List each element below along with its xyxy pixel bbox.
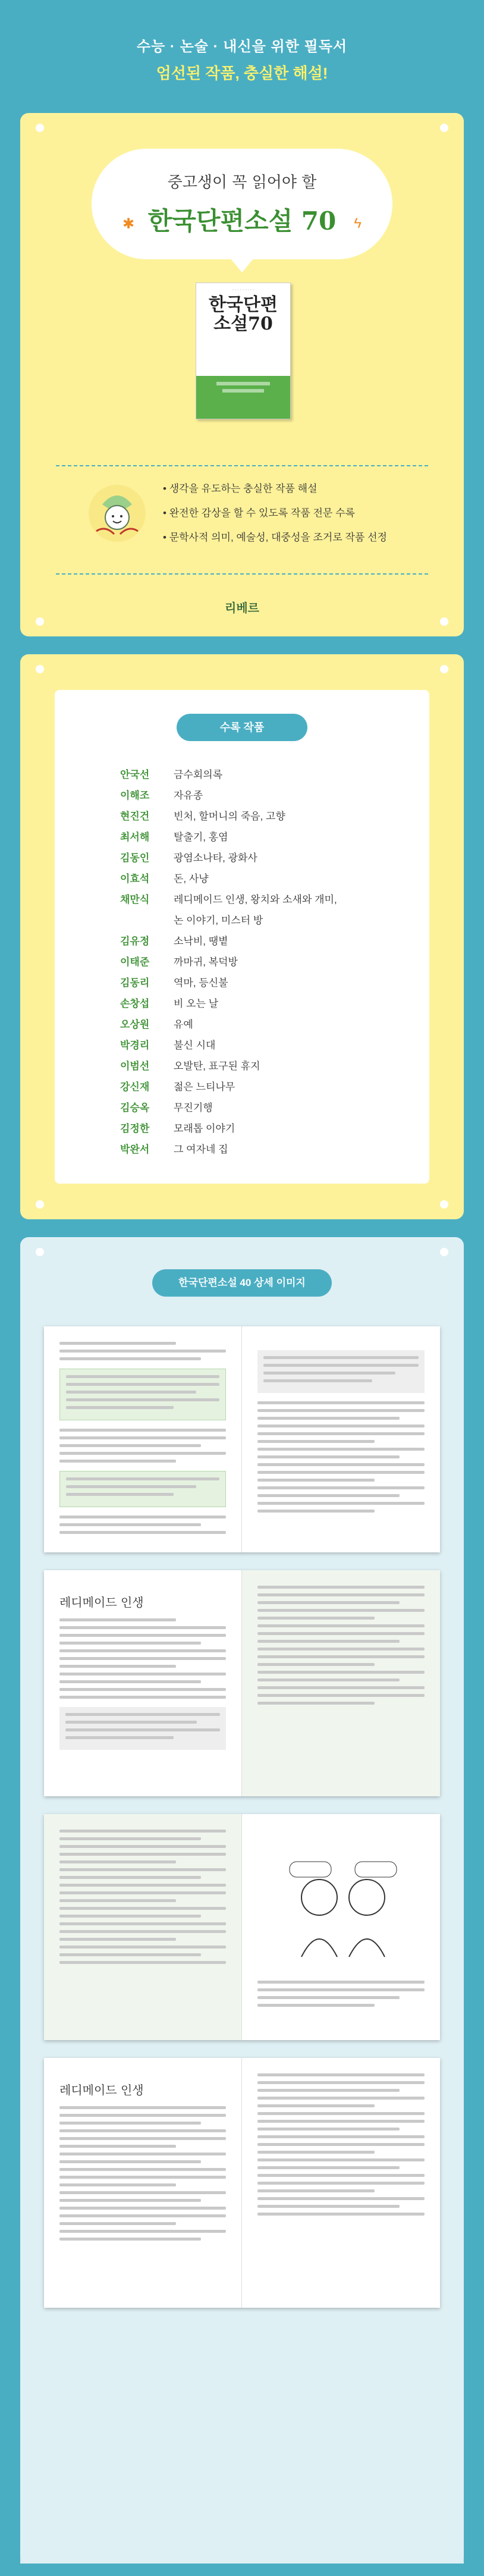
work-titles: 까마귀, 복덕방: [174, 956, 238, 968]
work-row: [120, 914, 435, 927]
work-author: 오상원: [120, 1019, 150, 1030]
promo-subtitle: 중고생이 꼭 읽어야 할: [167, 174, 317, 192]
binder-hole: [440, 1248, 448, 1256]
work-author: 박완서: [120, 1144, 150, 1155]
work-author: 김동인: [120, 852, 150, 864]
work-row: [120, 1122, 435, 1135]
book-page: [242, 1570, 440, 1796]
binder-hole: [440, 124, 448, 132]
work-author: 이범선: [120, 1060, 150, 1072]
work-titles: 빈처, 할머니의 죽음, 고향: [174, 811, 285, 822]
band-line: [216, 382, 270, 385]
page-heading: 레디메이드 인생: [59, 1595, 144, 1609]
header-line1: 수능 · 논술 · 내신을 위한 필독서: [136, 39, 348, 55]
dashed-divider: [56, 573, 428, 575]
work-row: [120, 1081, 435, 1094]
work-author: 이해조: [120, 790, 150, 801]
work-row: [120, 873, 435, 886]
work-titles: 비 오는 날: [174, 998, 219, 1009]
feature-item: • 완전한 감상을 할 수 있도록 작품 전문 수록: [163, 504, 387, 519]
work-author: 박경리: [120, 1040, 150, 1051]
fade-overlay: [20, 2516, 464, 2564]
work-titles: 레디메이드 인생, 왕치와 소새와 개미,: [174, 894, 337, 905]
work-row: [120, 1143, 435, 1156]
works-panel: [20, 654, 464, 1219]
book-page: [242, 1814, 440, 2040]
work-titles: 오발탄, 표구된 휴지: [174, 1060, 260, 1072]
work-titles: 자유종: [174, 790, 203, 801]
gray-note-box: [59, 1707, 226, 1750]
work-row: [120, 1060, 435, 1073]
work-author: 안국선: [120, 769, 150, 780]
work-row: [120, 1102, 435, 1115]
work-titles: 돈, 사냥: [174, 873, 209, 884]
people-illustration-icon: [278, 1850, 408, 1969]
work-row: [120, 893, 435, 906]
lightning-icon: ϟ: [354, 215, 362, 231]
work-author: 채만식: [120, 894, 150, 905]
promo-panel: [20, 113, 464, 636]
feature-item: • 문학사적 의미, 예술성, 대중성을 조거로 작품 선정: [163, 529, 387, 544]
work-titles: 소낙비, 땡볕: [174, 936, 228, 947]
works-list: [120, 768, 435, 1164]
work-titles: 유예: [174, 1019, 193, 1030]
top-header: [0, 0, 484, 101]
dashed-divider: [56, 465, 428, 466]
work-author: 김유정: [120, 936, 150, 947]
book-cover-top: · · · · · · · · ·: [232, 288, 254, 292]
book-page: [44, 2058, 242, 2308]
page-spread: [44, 1570, 440, 1796]
flower-illustration-icon: [84, 481, 150, 546]
promo-title: 한국단편소설 70: [147, 206, 337, 236]
binder-hole: [36, 1248, 44, 1256]
work-author: 김동리: [120, 977, 150, 989]
work-author: 이태준: [120, 956, 150, 968]
work-row: [120, 956, 435, 969]
page-spread: [44, 1326, 440, 1552]
publisher-logo: 리베르: [225, 601, 259, 615]
work-row: [120, 977, 435, 990]
book-cover-title: [196, 296, 290, 334]
work-author: 최서해: [120, 832, 150, 843]
work-row: [120, 768, 435, 782]
work-row: [120, 789, 435, 802]
book-page: [44, 1326, 242, 1552]
detail-panel: [20, 1237, 464, 2564]
work-titles: 젊은 느티나무: [174, 1081, 235, 1093]
work-titles: 그 여자네 집: [174, 1144, 228, 1155]
work-titles: 무진기행: [174, 1102, 213, 1113]
work-author: [120, 914, 174, 927]
work-titles: 불신 시대: [174, 1040, 216, 1051]
binder-hole: [440, 617, 448, 626]
work-row: [120, 1039, 435, 1052]
green-note-box: [59, 1471, 226, 1507]
book-cover-title-text: 한국단편소설70: [209, 294, 278, 334]
page-spread: [44, 1814, 440, 2040]
book-page: [44, 1570, 242, 1796]
work-row: [120, 997, 435, 1011]
work-author: 손창섭: [120, 998, 150, 1009]
header-line2: 엄선된 작품, 충실한 해설!: [156, 64, 328, 82]
work-author: 이효석: [120, 873, 150, 884]
work-titles: 논 이야기, 미스터 방: [174, 915, 263, 926]
work-author: 강신재: [120, 1081, 150, 1093]
work-row: [120, 810, 435, 823]
work-titles: 탈출기, 홍염: [174, 832, 228, 843]
binder-hole: [36, 124, 44, 132]
work-row: [120, 852, 435, 865]
work-titles: 광염소나타, 광화사: [174, 852, 257, 864]
work-row: [120, 935, 435, 948]
page-spread: [44, 2058, 440, 2308]
book-cover-band: [196, 376, 290, 419]
green-note-box: [59, 1369, 226, 1420]
speech-bubble: [92, 149, 392, 259]
work-row: [120, 1018, 435, 1031]
works-title: 수록 작품: [177, 714, 307, 741]
book-page: [242, 1326, 440, 1552]
band-line: [222, 389, 264, 393]
work-author: 김승옥: [120, 1102, 150, 1113]
work-row: [120, 831, 435, 844]
feature-list: [163, 480, 387, 553]
page-heading: 레디메이드 인생: [59, 2083, 144, 2097]
book-page: [242, 2058, 440, 2308]
detail-title: 한국단편소설 40 상세 이미지: [152, 1269, 332, 1297]
feature-item: • 생각을 유도하는 충실한 작품 해설: [163, 480, 387, 495]
book-page: [44, 1814, 242, 2040]
work-author: 김정한: [120, 1123, 150, 1134]
work-titles: 모래톱 이야기: [174, 1123, 235, 1134]
binder-hole: [36, 617, 44, 626]
sparkle-icon: ✱: [122, 216, 135, 232]
gray-note-box: [257, 1350, 425, 1393]
binder-hole: [440, 1200, 448, 1209]
works-card: [55, 690, 429, 1184]
book-cover: [196, 283, 291, 419]
work-author: 현진건: [120, 811, 150, 822]
binder-hole: [440, 665, 448, 673]
binder-hole: [36, 1200, 44, 1209]
work-titles: 역마, 등신불: [174, 977, 228, 989]
work-titles: 금수회의록: [174, 769, 223, 780]
binder-hole: [36, 665, 44, 673]
